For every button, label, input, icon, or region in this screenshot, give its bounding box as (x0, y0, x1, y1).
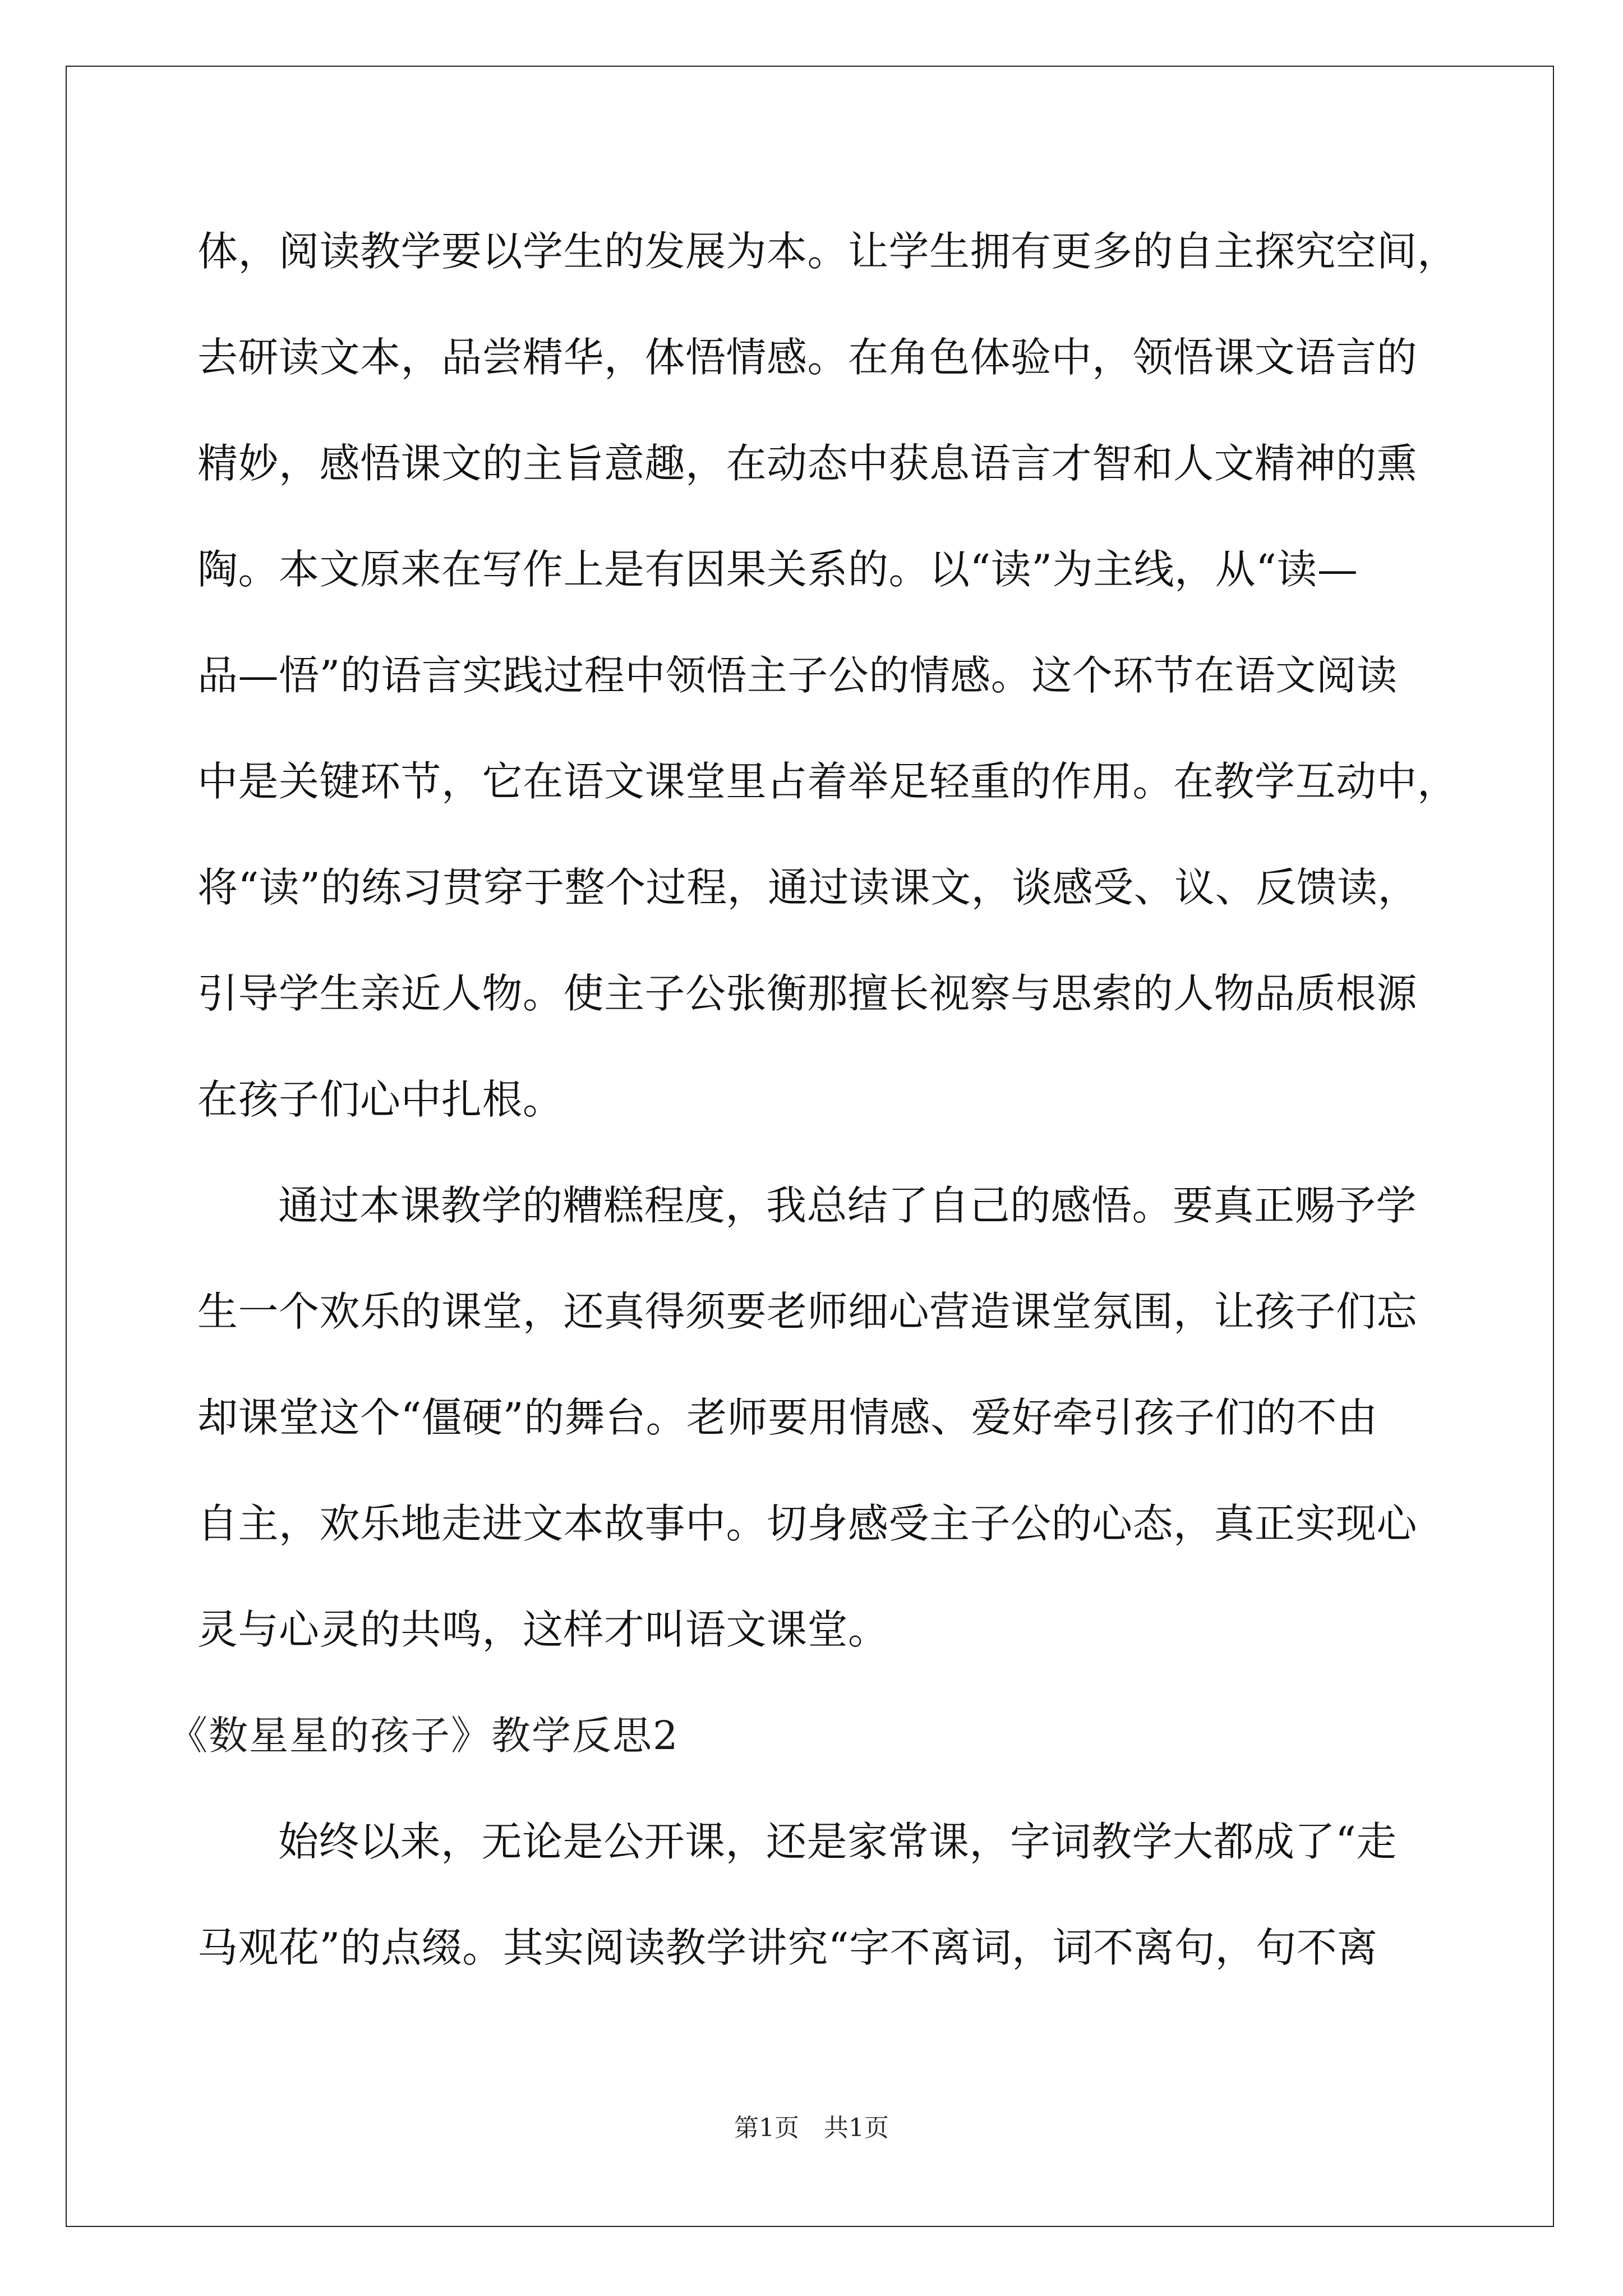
page-footer (0, 2113, 1623, 2144)
text-line: 在孩子们心中扎根。 (197, 1076, 564, 1123)
section-paragraph (197, 1789, 1487, 2001)
text-line: 精妙，感悟课文的主旨意趣，在动态中获息语言才智和人文精神的熏 (197, 440, 1418, 487)
text-line: 体，阅读教学要以学生的发展为本。让学生拥有更多的自主探究空间， (197, 228, 1458, 275)
text-line: 中是关键环节，它在语文课堂里占着举足轻重的作用。在教学互动中， (197, 758, 1458, 805)
continued-paragraph (197, 199, 1487, 1153)
text-line: 陶。本文原来在写作上是有因果关系的。以“读”为主线，从“读— (197, 546, 1358, 593)
text-line: 品—悟”的语言实践过程中领悟主子公的情感。这个环节在语文阅读 (197, 652, 1398, 699)
text-line: 将“读”的练习贯穿于整个过程，通过读课文，谈感受、议、反馈读， (197, 864, 1419, 911)
text-line: 生一个欢乐的课堂，还真得须要老师细心营造课堂氛围，让孩子们忘 (197, 1288, 1418, 1335)
text-line: 灵与心灵的共鸣，这样才叫语文课堂。 (197, 1606, 889, 1653)
document-body (168, 199, 1487, 2001)
text-line: 始终以来，无论是公开课，还是家常课，字词教学大都成了“走 (278, 1818, 1397, 1865)
text-line: 去研读文本，品尝精华，体悟情感。在角色体验中，领悟课文语言的 (197, 334, 1418, 381)
section-heading: 《数星星的孩子》教学反思2 (168, 1713, 679, 1759)
text-line: 却课堂这个“僵硬”的舞台。老师要用情感、爱好牵引孩子们的不由 (197, 1394, 1378, 1441)
text-line: 引导学生亲近人物。使主子公张衡那擅长视察与思索的人物品质根源 (197, 970, 1418, 1017)
text-line: 马观花”的点缀。其实阅读教学讲究“字不离词，词不离句，句不离 (197, 1924, 1378, 1971)
text-line: 自主，欢乐地走进文本故事中。切身感受主子公的心态，真正实现心 (197, 1500, 1418, 1547)
reflection-paragraph (197, 1153, 1487, 1683)
page-number: 第1页 共1页 (734, 2114, 889, 2142)
text-line: 通过本课教学的糟糕程度，我总结了自己的感悟。要真正赐予学 (278, 1182, 1417, 1229)
